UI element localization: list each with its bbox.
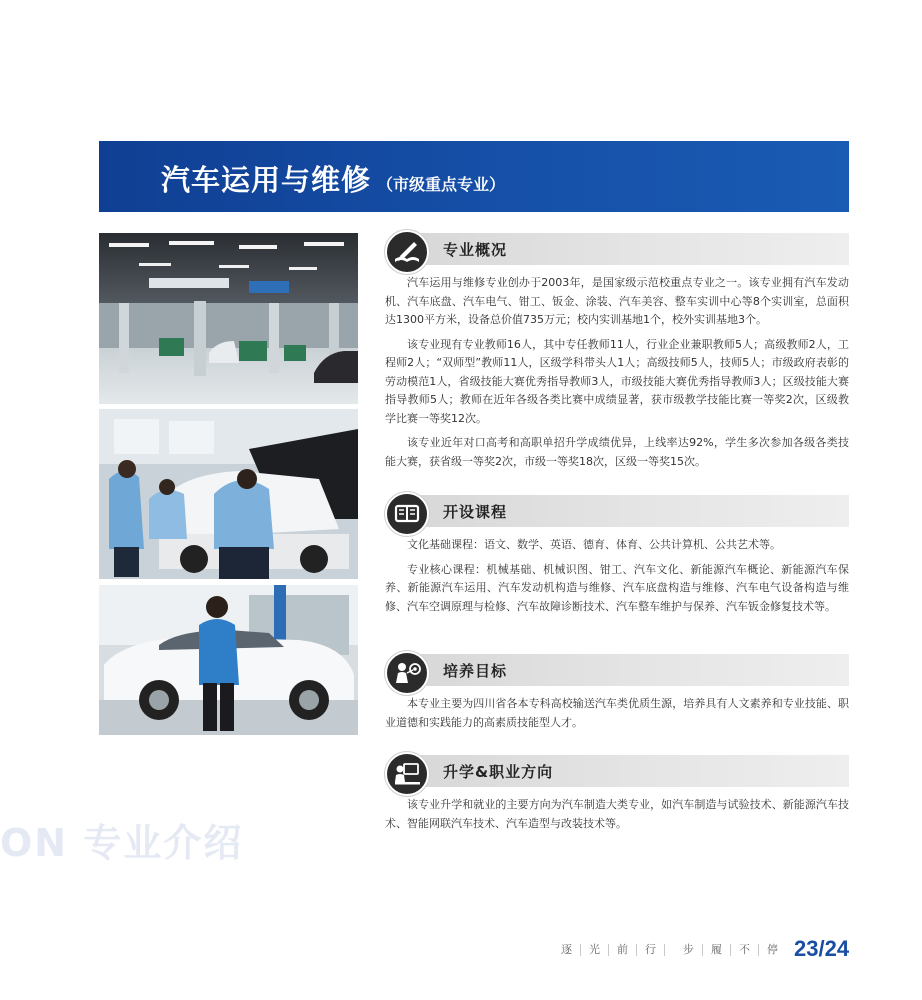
students-engine-repair-photo [99, 409, 358, 579]
section-career-header [385, 754, 849, 796]
book-screen-icon [385, 492, 429, 536]
person-at-desk-icon [385, 752, 429, 796]
title-banner [99, 141, 849, 212]
book-pen-icon [385, 230, 429, 274]
slogan-char: 光 [581, 944, 609, 956]
footer-slogan [553, 943, 786, 956]
section-goals [385, 653, 849, 738]
section-courses-header [385, 494, 849, 536]
section-courses [385, 494, 849, 622]
section-goals-title: 培养目标 [443, 662, 508, 680]
student-with-car-photo [99, 585, 358, 735]
major-subtitle: （市级重点专业） [377, 175, 506, 194]
slogan-char: 前 [609, 944, 637, 956]
goals-paragraph-1: 本专业主要为四川省各本专科高校输送汽车类优质生源，培养具有人文素养和专业技能、职业道德和实践能力的高素质技能型人才。 [385, 697, 849, 729]
major-intro-watermark: ON 专业介绍 [0, 821, 244, 865]
workshop-hall-photo [99, 233, 358, 404]
page-number: 23/24 [794, 936, 850, 961]
overview-paragraph-2: 该专业现有专业教师16人，其中专任教师11人，行业企业兼职教师5人；高级教师2人，工程师2人；“双师型”教师11人，区级学科带头人1人；高级技师5人，技师5人；市级政府表彰的劳动模范1人，省级技能大赛优秀指导教师3人，市级技能大赛优秀指导教师3人；区级技能大赛指导教师5人；教师在近年各级各类比赛中成绩显著，获市级教学技能比赛一等奖2次，区级教学比赛一等奖12次。 [385, 337, 849, 425]
slogan-char: 停 [767, 942, 778, 956]
section-career-title: 升学&职业方向 [443, 763, 554, 781]
overview-paragraph-1: 汽车运用与维修专业创办于2003年，是国家级示范校重点专业之一。该专业拥有汽车发动机、汽车底盘、汽车电气、钳工、钣金、涂装、汽车美容、整车实训中心等8个实训室，总面积达1300平方米，设备总价值735万元；校内实训基地1个，校外实训基地3个。 [385, 276, 849, 326]
slogan-char: 步 [675, 944, 703, 956]
overview-paragraph-3: 该专业近年对口高考和高职单招升学成绩优异，上线率达92%，学生多次参加各级各类技能大赛，获省级一等奖2次，市级一等奖18次，区级一等奖15次。 [385, 436, 849, 468]
slogan-char: 履 [703, 944, 731, 956]
section-overview-header [385, 232, 849, 274]
section-overview [385, 232, 849, 477]
courses-paragraph-2: 专业核心课程：机械基础、机械识图、钳工、汽车文化、新能源汽车概论、新能源汽车保养、新能源汽车运用、汽车发动机构造与维修、汽车底盘构造与维修、汽车电气设备构造与维修、汽车空调原理与检修、汽车故障诊断技术、汽车整车维护与保养、汽车钣金修复技术等。 [385, 562, 849, 613]
section-courses-title: 开设课程 [443, 503, 508, 521]
section-goals-header [385, 653, 849, 695]
section-career [385, 754, 849, 839]
slogan-char: 行 [637, 944, 665, 956]
section-overview-title: 专业概况 [443, 241, 508, 259]
major-title: 汽车运用与维修 [161, 163, 372, 197]
target-person-icon [385, 651, 429, 695]
slogan-char: 不 [731, 944, 759, 956]
career-paragraph-1: 该专业升学和就业的主要方向为汽车制造大类专业，如汽车制造与试验技术、新能源汽车技术、智能网联汽车技术、汽车造型与改装技术等。 [385, 798, 849, 830]
courses-paragraph-1: 文化基础课程：语文、数学、英语、德育、体育、公共计算机、公共艺术等。 [407, 538, 781, 551]
page-footer [553, 936, 849, 962]
slogan-char: 逐 [553, 944, 581, 956]
